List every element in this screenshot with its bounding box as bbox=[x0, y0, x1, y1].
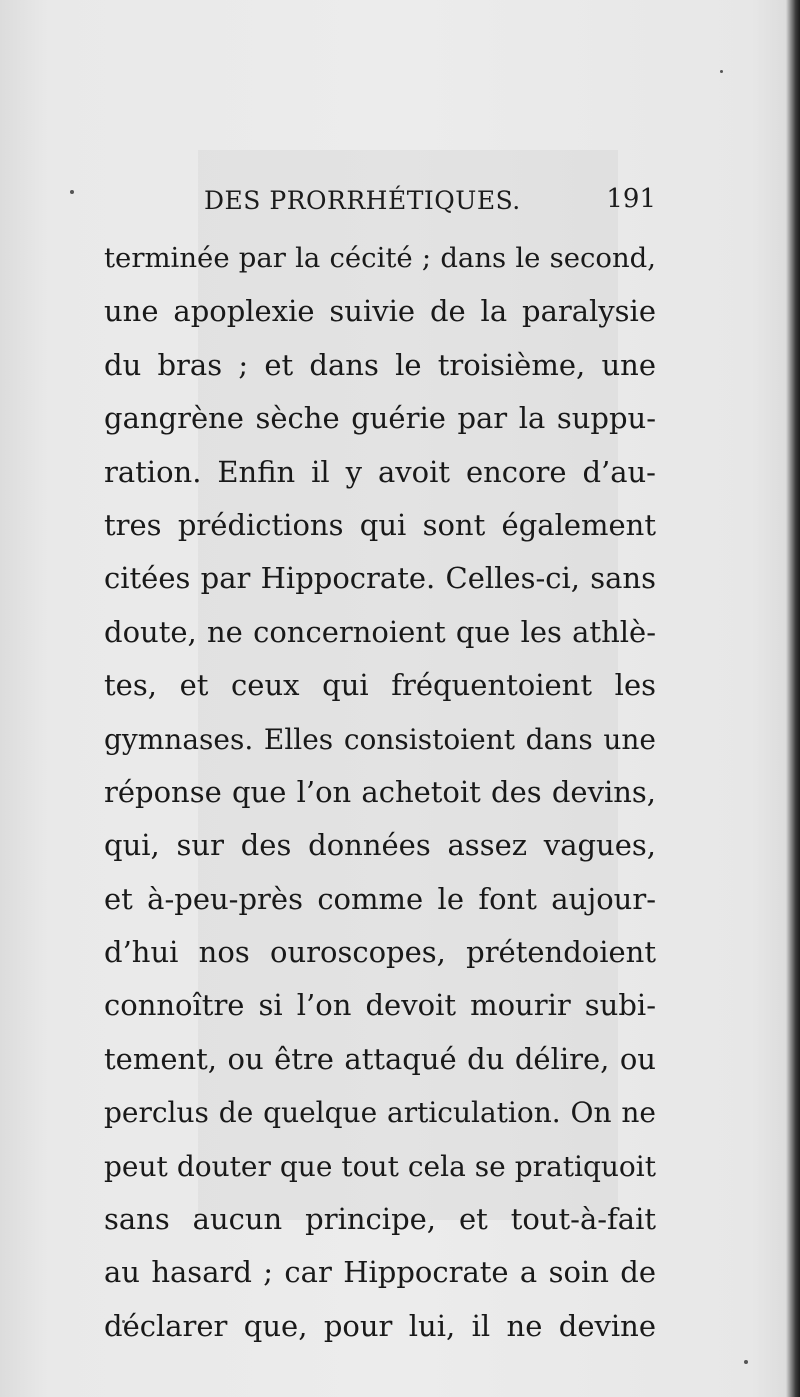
paper-speck bbox=[744, 1360, 748, 1364]
text-line: tres prédictions qui sont également bbox=[104, 507, 656, 542]
running-head bbox=[104, 182, 656, 228]
body-text bbox=[104, 232, 656, 1353]
text-line: tes, et ceux qui fréquentoient les bbox=[104, 668, 656, 703]
text-line: citées par Hippocrate. Celles-ci, sans bbox=[104, 561, 656, 596]
text-line: tement, ou être attaqué du délire, ou bbox=[104, 1041, 656, 1076]
text-line: gymnases. Elles consistoient dans une bbox=[104, 722, 656, 756]
text-line: doute, ne concernoient que les athlè- bbox=[104, 614, 656, 649]
text-line: terminée par la cécité ; dans le second, bbox=[104, 242, 656, 274]
page-edge-shadow bbox=[786, 0, 800, 1397]
paper-speck bbox=[720, 70, 723, 73]
paper-speck bbox=[70, 190, 74, 194]
text-line: gangrène sèche guérie par la suppu- bbox=[104, 401, 656, 436]
text-line: ration. Enfin il y avoit encore d’au- bbox=[104, 454, 656, 489]
text-line: déclarer que, pour lui, il ne devine bbox=[104, 1308, 656, 1343]
text-line: d’hui nos ouroscopes, prétendoient bbox=[104, 935, 656, 970]
text-line: peut douter que tout cela se pratiquoit bbox=[104, 1149, 656, 1183]
text-line: perclus de quelque articulation. On ne bbox=[104, 1096, 656, 1130]
text-line: réponse que l’on achetoit des devins, bbox=[104, 774, 656, 809]
page-number: 191 bbox=[606, 184, 656, 214]
text-line: qui, sur des données assez vagues, bbox=[104, 828, 656, 863]
text-line: une apoplexie suivie de la paralysie bbox=[104, 294, 656, 329]
text-line: du bras ; et dans le troisième, une bbox=[104, 347, 656, 382]
text-line: sans aucun principe, et tout-à-fait bbox=[104, 1202, 656, 1237]
text-line: connoître si l’on devoit mourir subi- bbox=[104, 988, 656, 1023]
text-line: et à-peu-près comme le font aujour- bbox=[104, 881, 656, 916]
text-line: au hasard ; car Hippocrate a soin de bbox=[104, 1255, 656, 1290]
running-title: DES PRORRHÉTIQUES. bbox=[204, 186, 521, 215]
